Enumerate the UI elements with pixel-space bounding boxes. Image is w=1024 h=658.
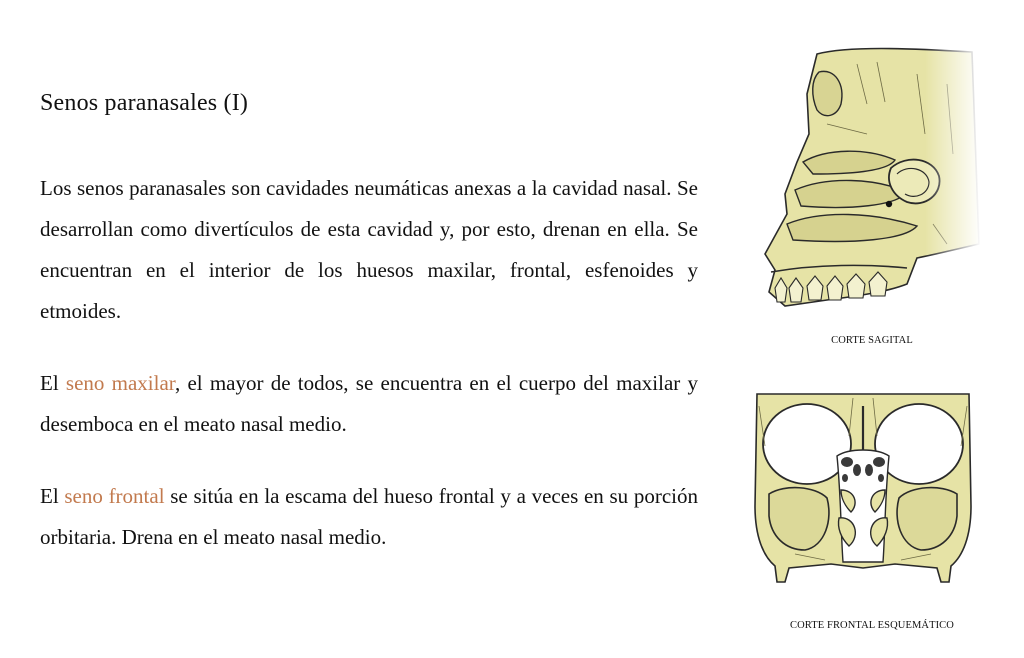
frontal-post: se sitúa en la escama del hueso frontal y a veces en su porción orbitaria. Drena en el meato nasal medio.	[40, 484, 698, 549]
maxillary-pre: El	[40, 371, 66, 395]
frontal-caption: CORTE FRONTAL ESQUEMÁTICO	[790, 620, 954, 631]
maxillary-paragraph	[40, 363, 698, 445]
seno-frontal-term: seno frontal	[64, 484, 165, 508]
page-title: Senos paranasales (I)	[40, 90, 249, 116]
text-column	[40, 168, 698, 558]
nasal-cavity	[837, 450, 889, 562]
maxillary-post: , el mayor de todos, se encuentra en el cuerpo del maxilar y desemboca en el meato nasal medio.	[40, 371, 698, 436]
sagittal-section-illustration	[757, 44, 981, 314]
frontal-paragraph	[40, 476, 698, 558]
sagittal-section-figure	[757, 44, 981, 314]
intro-paragraph: Los senos paranasales son cavidades neumáticas anexas a la cavidad nasal. Se desarrollan como divertículos de esta cavidad y, por esto, drenan en ella. Se encuentran en el interior de los huesos maxilar, frontal, esfenoides y etmoides.	[40, 176, 698, 323]
edge-fade	[757, 44, 981, 314]
frontal-section-figure	[745, 386, 981, 612]
seno-maxilar-term: seno maxilar	[65, 371, 175, 395]
frontal-pre: El	[40, 484, 65, 508]
sagittal-caption: CORTE SAGITAL	[831, 335, 913, 346]
frontal-section-illustration	[745, 386, 981, 612]
